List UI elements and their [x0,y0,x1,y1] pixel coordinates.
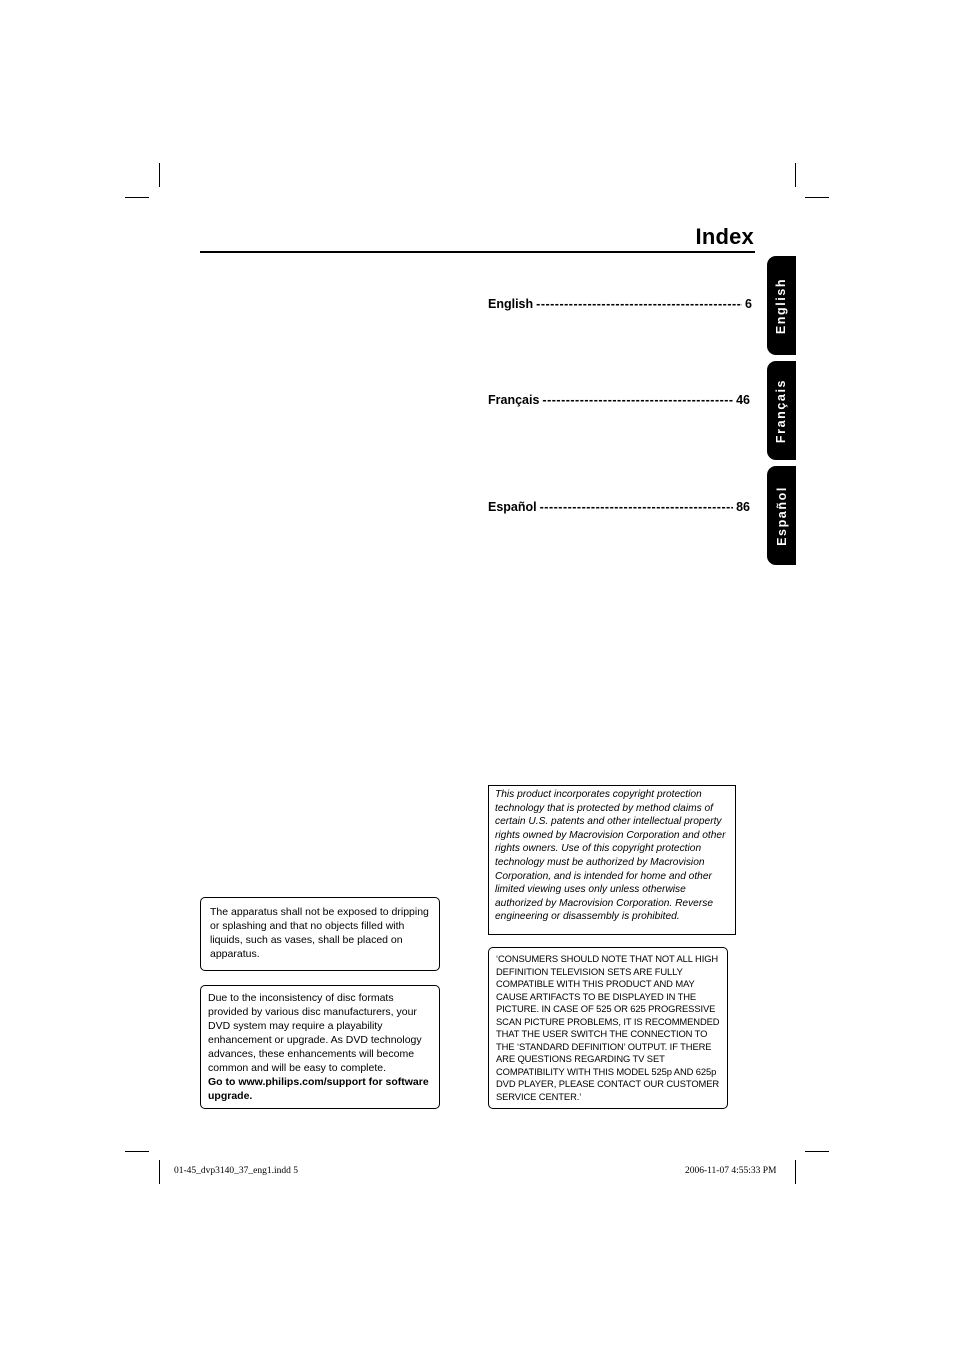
footer-filename: 01-45_dvp3140_37_eng1.indd 5 [174,1166,299,1176]
tab-label: Español [774,485,789,546]
toc-language: Français [488,393,540,407]
tab-label: English [774,277,789,334]
footer-timestamp: 2006-11-07 4:55:33 PM [685,1166,777,1176]
crop-mark [125,1151,149,1152]
crop-mark [125,197,149,198]
crop-mark [795,1160,796,1184]
toc-page-number: 6 [745,297,752,311]
consumer-notice-text: ‘CONSUMERS SHOULD NOTE THAT NOT ALL HIGH DEFINITION TELEVISION SETS ARE FULLY COMPATIBLE WITH THIS PRODUCT AND MAY CAUSE ARTIFACTS TO BE DISPLAYED IN THE PICTURE. IN CASE OF 525 OR 625 PROGRESSIVE SCAN PICTURE PROBLEMS, IT IS RECOMMENDED THAT THE USER SWITCH THE CONNECTION TO THE ‘STANDARD DEFINITION’ OUTPUT. IF THERE ARE QUESTIONS REGARDING TV SET COMPATIBILITY WITH THIS MODEL 525p AND 625p DVD PLAYER, PLEASE CONTACT OUR CUSTOMER SERVICE CENTER.’ [496,953,720,1102]
toc-language: Español [488,500,537,514]
toc-language: English [488,297,534,311]
copyright-protection-box [488,785,736,935]
page-title: Index [695,224,754,249]
crop-mark [795,163,796,187]
tab-label: Français [774,378,789,443]
toc-leader-dots [542,393,733,407]
software-upgrade-link[interactable]: Go to www.philips.com/support for software upgrade. [208,1076,429,1102]
title-rule [200,251,755,253]
dripping-warning-box [200,897,440,971]
tab-english[interactable] [767,256,796,355]
toc-page-number: 46 [736,393,750,407]
disc-format-notice-box [200,985,440,1109]
disc-format-notice-text: Due to the inconsistency of disc formats provided by various disc manufacturers, your DVD system may require a playability enhancement or upgrade. As DVD technology advances, these enhancements will become common and will be easy to complete. [208,992,422,1074]
toc-entry-francais[interactable] [488,393,750,407]
toc-entry-espanol[interactable] [488,500,750,514]
copyright-protection-text: This product incorporates copyright protection technology that is protected by method claims of certain U.S. patents and other intellectual property rights owned by Macrovision Corporation and other rights owners. Use of this copyright protection technology must be authorized by Macrovision Corporation, and is intended for home and other limited viewing uses only unless otherwise authorized by Macrovision Corporation. Reverse engineering or disassembly is prohibited. [495,789,726,923]
consumer-notice-box [488,947,728,1109]
dripping-warning-text: The apparatus shall not be exposed to dripping or splashing and that no objects filled with liquids, such as vases, shall be placed on apparatus. [210,906,429,960]
toc-page-number: 86 [736,500,750,514]
crop-mark [159,163,160,187]
crop-mark [159,1160,160,1184]
toc-leader-dots [540,500,733,514]
tab-francais[interactable] [767,361,796,460]
crop-mark [805,1151,829,1152]
toc-leader-dots [536,297,742,311]
tab-espanol[interactable] [767,466,796,565]
toc-entry-english[interactable] [488,297,752,311]
crop-mark [805,197,829,198]
